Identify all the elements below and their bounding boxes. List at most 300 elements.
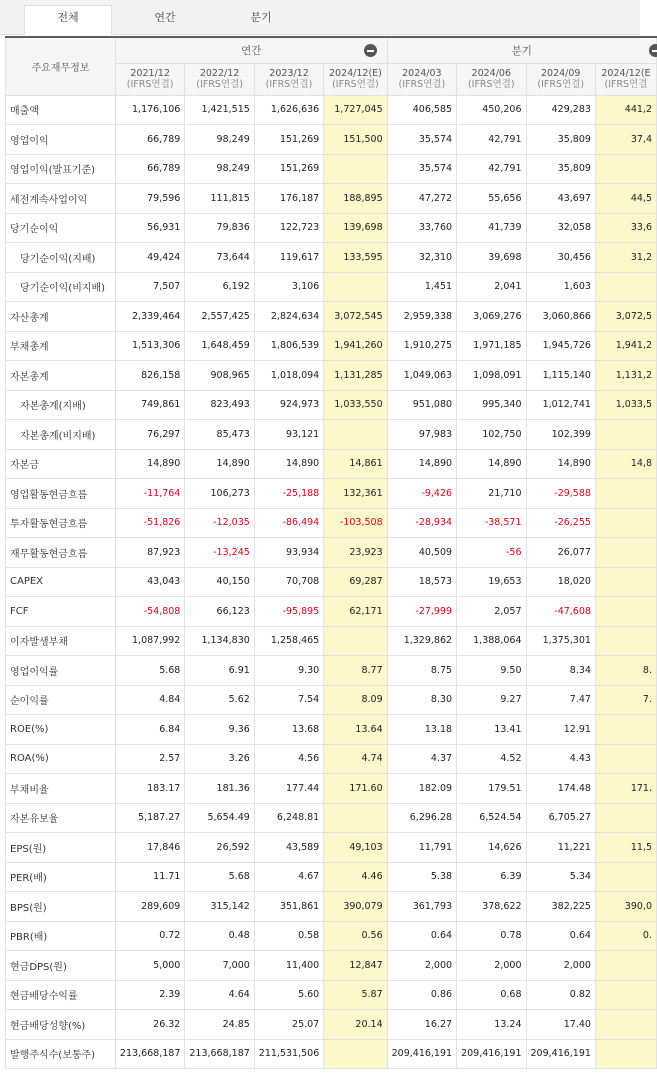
table-cell: 6,524.54 [457,803,526,833]
table-cell: 76,297 [115,420,184,450]
column-basis: (IFRS연결) [126,79,174,90]
table-cell: 450,206 [457,95,526,125]
row-label: 투자활동현금흐름 [6,508,116,538]
table-cell: -9,426 [387,479,456,509]
table-cell: 13.24 [457,1010,526,1040]
table-cell: 1,329,862 [387,626,456,656]
column-period: 2024/03 [402,68,442,79]
table-cell: 70,708 [254,567,323,597]
table-cell [595,715,656,745]
table-cell: 102,399 [526,420,595,450]
table-cell: 209,416,191 [526,1039,595,1069]
table-cell: 33,6 [595,213,656,243]
table-cell: 6,248.81 [254,803,323,833]
row-label: 현금배당성향(%) [6,1010,116,1040]
table-cell: 182.09 [387,774,456,804]
table-cell: 441,2 [595,95,656,125]
table-cell: 1,033,550 [324,390,387,420]
column-period: 2024/12(E) [328,68,382,79]
table-cell: 14,890 [115,449,184,479]
table-cell: 43,043 [115,567,184,597]
table-cell: 44,5 [595,184,656,214]
row-label: 당기순이익 [6,213,116,243]
table-cell: 9.27 [457,685,526,715]
table-cell: 33,760 [387,213,456,243]
table-cell: 174.48 [526,774,595,804]
table-cell: 0.56 [324,921,387,951]
table-cell: 1,603 [526,272,595,302]
table-row [6,420,657,450]
table-cell: 14,8 [595,449,656,479]
row-label: 자본총계(지배) [6,390,116,420]
table-cell: 14,890 [457,449,526,479]
table-cell: 4.46 [324,862,387,892]
table-cell: 0.64 [387,921,456,951]
table-cell: 87,923 [115,538,184,568]
table-cell: 0.82 [526,980,595,1010]
table-cell: 4.84 [115,685,184,715]
row-label: 당기순이익(비지배) [6,272,116,302]
table-cell [595,1010,656,1040]
table-row [6,1039,657,1069]
table-cell: 390,0 [595,892,656,922]
table-cell: 6,296.28 [387,803,456,833]
table-cell: 40,150 [185,567,254,597]
table-cell [595,744,656,774]
table-row [6,479,657,509]
table-cell: -11,764 [115,479,184,509]
table-cell: 2,057 [457,597,526,627]
table-cell: 188,895 [324,184,387,214]
table-cell: 1,033,5 [595,390,656,420]
table-cell: -56 [457,538,526,568]
table-row [6,1010,657,1040]
table-cell: 1,910,275 [387,331,456,361]
table-cell: 8.30 [387,685,456,715]
column-basis: (IFRS연결 [604,79,648,90]
annual-group-label: 연간 [241,44,262,57]
table-cell: 1,087,992 [115,626,184,656]
table-cell: 406,585 [387,95,456,125]
table-cell: -38,571 [457,508,526,538]
row-label: 부채총계 [6,331,116,361]
table-cell [595,479,656,509]
table-cell: 2,959,338 [387,302,456,332]
table-cell: 4.56 [254,744,323,774]
table-cell: 2.39 [115,980,184,1010]
table-cell: 14,861 [324,449,387,479]
table-row [6,715,657,745]
table-row [6,774,657,804]
table-cell: 42,791 [457,125,526,155]
table-cell: 35,809 [526,125,595,155]
table-cell: 151,269 [254,154,323,184]
column-header [254,63,323,95]
table-cell: 1,131,2 [595,361,656,391]
column-header [115,63,184,95]
table-cell: 0.86 [387,980,456,1010]
table-cell: 14,890 [185,449,254,479]
table-cell: 6,705.27 [526,803,595,833]
table-cell: 4.43 [526,744,595,774]
table-cell: 1,727,045 [324,95,387,125]
table-cell: 66,789 [115,125,184,155]
tab-all[interactable]: 전체 [24,5,112,35]
table-cell: 7. [595,685,656,715]
table-cell: 289,609 [115,892,184,922]
table-cell: 2,000 [387,951,456,981]
row-label: EPS(원) [6,833,116,863]
table-cell: 5,187.27 [115,803,184,833]
table-cell: 1,806,539 [254,331,323,361]
table-cell: 0.64 [526,921,595,951]
column-basis: (IFRS연결) [265,79,313,90]
row-label: 매출액 [6,95,116,125]
table-cell: 1,648,459 [185,331,254,361]
table-cell: 826,158 [115,361,184,391]
table-cell: 1,098,091 [457,361,526,391]
table-row [6,803,657,833]
table-cell: -26,255 [526,508,595,538]
table-cell: 122,723 [254,213,323,243]
table-cell: 79,836 [185,213,254,243]
table-cell: 4.37 [387,744,456,774]
table-row [6,951,657,981]
table-cell: 35,809 [526,154,595,184]
table-row [6,508,657,538]
table-cell: 176,187 [254,184,323,214]
table-cell [324,420,387,450]
table-cell: 9.50 [457,656,526,686]
table-cell: 12,847 [324,951,387,981]
table-cell: 106,273 [185,479,254,509]
table-cell: 171. [595,774,656,804]
table-cell: 1,513,306 [115,331,184,361]
table-cell: 139,698 [324,213,387,243]
table-cell [595,980,656,1010]
table-cell: 30,456 [526,243,595,273]
table-cell: 315,142 [185,892,254,922]
table-cell: 0.72 [115,921,184,951]
table-row [6,95,657,125]
table-cell: 3.26 [185,744,254,774]
table-cell: 951,080 [387,390,456,420]
table-cell: 382,225 [526,892,595,922]
tab-quarter[interactable]: 분기 [250,11,272,24]
table-cell: 211,531,506 [254,1039,323,1069]
table-cell [595,862,656,892]
table-cell [595,154,656,184]
table-cell: 1,388,064 [457,626,526,656]
row-title-header: 주요재무정보 [6,37,116,95]
table-cell: 6.91 [185,656,254,686]
table-cell: 908,965 [185,361,254,391]
table-cell: 177.44 [254,774,323,804]
table-cell: 2,339,464 [115,302,184,332]
table-cell: 5,000 [115,951,184,981]
table-cell [324,626,387,656]
table-row [6,597,657,627]
table-cell: -28,934 [387,508,456,538]
table-cell: 209,416,191 [457,1039,526,1069]
row-label: BPS(원) [6,892,116,922]
row-label: 영업이익률 [6,656,116,686]
table-cell: 2,041 [457,272,526,302]
table-row [6,921,657,951]
table-cell: 14,890 [526,449,595,479]
period-tabs [0,0,640,35]
table-cell: 5.87 [324,980,387,1010]
collapse-annual-icon[interactable] [364,44,377,57]
column-header [185,63,254,95]
table-cell: 98,249 [185,154,254,184]
table-cell: 390,079 [324,892,387,922]
table-cell: -86,494 [254,508,323,538]
table-cell: -47,608 [526,597,595,627]
table-row [6,184,657,214]
table-cell: 183.17 [115,774,184,804]
table-cell: 0.48 [185,921,254,951]
table-cell [595,538,656,568]
table-cell: 1,115,140 [526,361,595,391]
quarter-group-label: 분기 [511,44,532,57]
table-cell: 351,861 [254,892,323,922]
table-cell: 111,815 [185,184,254,214]
table-cell: 13.64 [324,715,387,745]
table-cell: 1,451 [387,272,456,302]
table-cell: 3,106 [254,272,323,302]
table-cell: 3,069,276 [457,302,526,332]
table-cell: 9.36 [185,715,254,745]
table-cell: 5.68 [185,862,254,892]
row-label: 영업활동현금흐름 [6,479,116,509]
column-header [387,63,456,95]
table-row [6,538,657,568]
column-basis: (IFRS연결) [196,79,243,90]
table-row [6,626,657,656]
table-cell: 43,697 [526,184,595,214]
table-cell: -54,808 [115,597,184,627]
table-cell: 3,072,5 [595,302,656,332]
table-cell: 11,791 [387,833,456,863]
table-cell: 6.39 [457,862,526,892]
table-cell: 0.78 [457,921,526,951]
table-cell: 213,668,187 [115,1039,184,1069]
table-cell: 1,176,106 [115,95,184,125]
table-cell: 6,192 [185,272,254,302]
row-label: 현금DPS(원) [6,951,116,981]
table-cell: 133,595 [324,243,387,273]
table-cell: 1,941,2 [595,331,656,361]
table-cell: 11,400 [254,951,323,981]
table-row [6,892,657,922]
column-period: 2021/12 [130,68,170,79]
table-cell: 32,058 [526,213,595,243]
table-cell [595,420,656,450]
table-cell: 11,5 [595,833,656,863]
table-row [6,361,657,391]
table-cell: 361,793 [387,892,456,922]
column-header [595,63,656,95]
row-label: 자산총계 [6,302,116,332]
column-period: 2023/12 [269,68,309,79]
table-cell: 19,653 [457,567,526,597]
row-label: PER(배) [6,862,116,892]
table-cell: 37,4 [595,125,656,155]
column-period: 2022/12 [199,68,240,79]
row-label: 발행주식수(보통주) [6,1039,116,1069]
table-cell: 13.68 [254,715,323,745]
table-cell: 16.27 [387,1010,456,1040]
row-label: 자본금 [6,449,116,479]
table-cell: 1,049,063 [387,361,456,391]
table-cell: 924,973 [254,390,323,420]
table-cell: 42,791 [457,154,526,184]
table-cell: 132,361 [324,479,387,509]
table-cell [324,272,387,302]
table-cell: 26,077 [526,538,595,568]
table-cell: 35,574 [387,154,456,184]
table-cell: 171.60 [324,774,387,804]
quarter-group-header [387,37,656,63]
table-cell [324,1039,387,1069]
table-cell: 13.18 [387,715,456,745]
row-label: 영업이익(발표기준) [6,154,116,184]
table-cell: 4.67 [254,862,323,892]
table-cell: 47,272 [387,184,456,214]
table-cell: -13,245 [185,538,254,568]
table-cell: 98,249 [185,125,254,155]
table-cell: 93,121 [254,420,323,450]
table-cell: 151,269 [254,125,323,155]
table-cell: 8. [595,656,656,686]
table-cell: 32,310 [387,243,456,273]
column-period: 2024/09 [540,68,581,79]
table-cell: 0.58 [254,921,323,951]
table-cell: 35,574 [387,125,456,155]
row-label: 자본총계 [6,361,116,391]
table-cell: 0.68 [457,980,526,1010]
table-cell: 2,000 [526,951,595,981]
table-cell: 1,012,741 [526,390,595,420]
table-cell: 62,171 [324,597,387,627]
table-cell: 11.71 [115,862,184,892]
table-row [6,980,657,1010]
row-label: 자본총계(비지배) [6,420,116,450]
collapse-quarter-icon[interactable] [649,44,657,57]
table-cell: 26.32 [115,1010,184,1040]
table-cell: 8.09 [324,685,387,715]
table-cell: 9.30 [254,656,323,686]
table-cell: 31,2 [595,243,656,273]
table-cell: 18,573 [387,567,456,597]
table-row [6,331,657,361]
table-cell: 14,626 [457,833,526,863]
table-cell: 1,134,830 [185,626,254,656]
table-cell [595,803,656,833]
row-label: 세전계속사업이익 [6,184,116,214]
column-header [324,63,387,95]
table-row [6,302,657,332]
table-cell [595,272,656,302]
table-cell: 5.38 [387,862,456,892]
table-cell: 11,221 [526,833,595,863]
table-cell: 13.41 [457,715,526,745]
row-label: 이자발생부채 [6,626,116,656]
table-cell: 23,923 [324,538,387,568]
table-cell: 2,000 [457,951,526,981]
table-cell: -27,999 [387,597,456,627]
table-cell: -25,188 [254,479,323,509]
table-cell: 378,622 [457,892,526,922]
table-cell: 995,340 [457,390,526,420]
table-cell: 102,750 [457,420,526,450]
table-cell: 5.34 [526,862,595,892]
row-label: ROE(%) [6,715,116,745]
table-cell: 39,698 [457,243,526,273]
table-cell [595,1039,656,1069]
table-cell: 0. [595,921,656,951]
table-cell: -103,508 [324,508,387,538]
column-header [457,63,526,95]
table-cell [324,803,387,833]
table-cell: 8.34 [526,656,595,686]
table-cell: 3,072,545 [324,302,387,332]
table-cell: 7.47 [526,685,595,715]
tab-annual[interactable]: 연간 [154,11,176,24]
table-row [6,213,657,243]
table-cell: 2,824,634 [254,302,323,332]
table-cell: 79,596 [115,184,184,214]
table-cell: 1,018,094 [254,361,323,391]
table-cell: 69,287 [324,567,387,597]
table-cell: 21,710 [457,479,526,509]
table-cell: 25.07 [254,1010,323,1040]
table-cell: 73,644 [185,243,254,273]
table-row [6,862,657,892]
table-cell: 181.36 [185,774,254,804]
table-cell: 40,509 [387,538,456,568]
table-cell: 97,983 [387,420,456,450]
table-row [6,833,657,863]
column-header [526,63,595,95]
table-cell: 49,424 [115,243,184,273]
table-row [6,154,657,184]
row-label: 재무활동현금흐름 [6,538,116,568]
table-cell: 1,421,515 [185,95,254,125]
table-cell: 55,656 [457,184,526,214]
row-label: 자본유보율 [6,803,116,833]
table-cell: -51,826 [115,508,184,538]
table-cell: 5.60 [254,980,323,1010]
table-cell: 209,416,191 [387,1039,456,1069]
table-cell: 1,941,260 [324,331,387,361]
table-cell: 93,934 [254,538,323,568]
table-cell: 8.75 [387,656,456,686]
table-cell: -95,895 [254,597,323,627]
column-basis: (IFRS연결) [332,79,379,90]
row-label: 영업이익 [6,125,116,155]
table-cell: 43,589 [254,833,323,863]
table-cell: 1,626,636 [254,95,323,125]
table-cell: 4.74 [324,744,387,774]
table-cell: 4.52 [457,744,526,774]
table-cell: 179.51 [457,774,526,804]
table-cell: 41,739 [457,213,526,243]
table-cell: 14,890 [254,449,323,479]
table-cell [595,567,656,597]
table-cell: 151,500 [324,125,387,155]
